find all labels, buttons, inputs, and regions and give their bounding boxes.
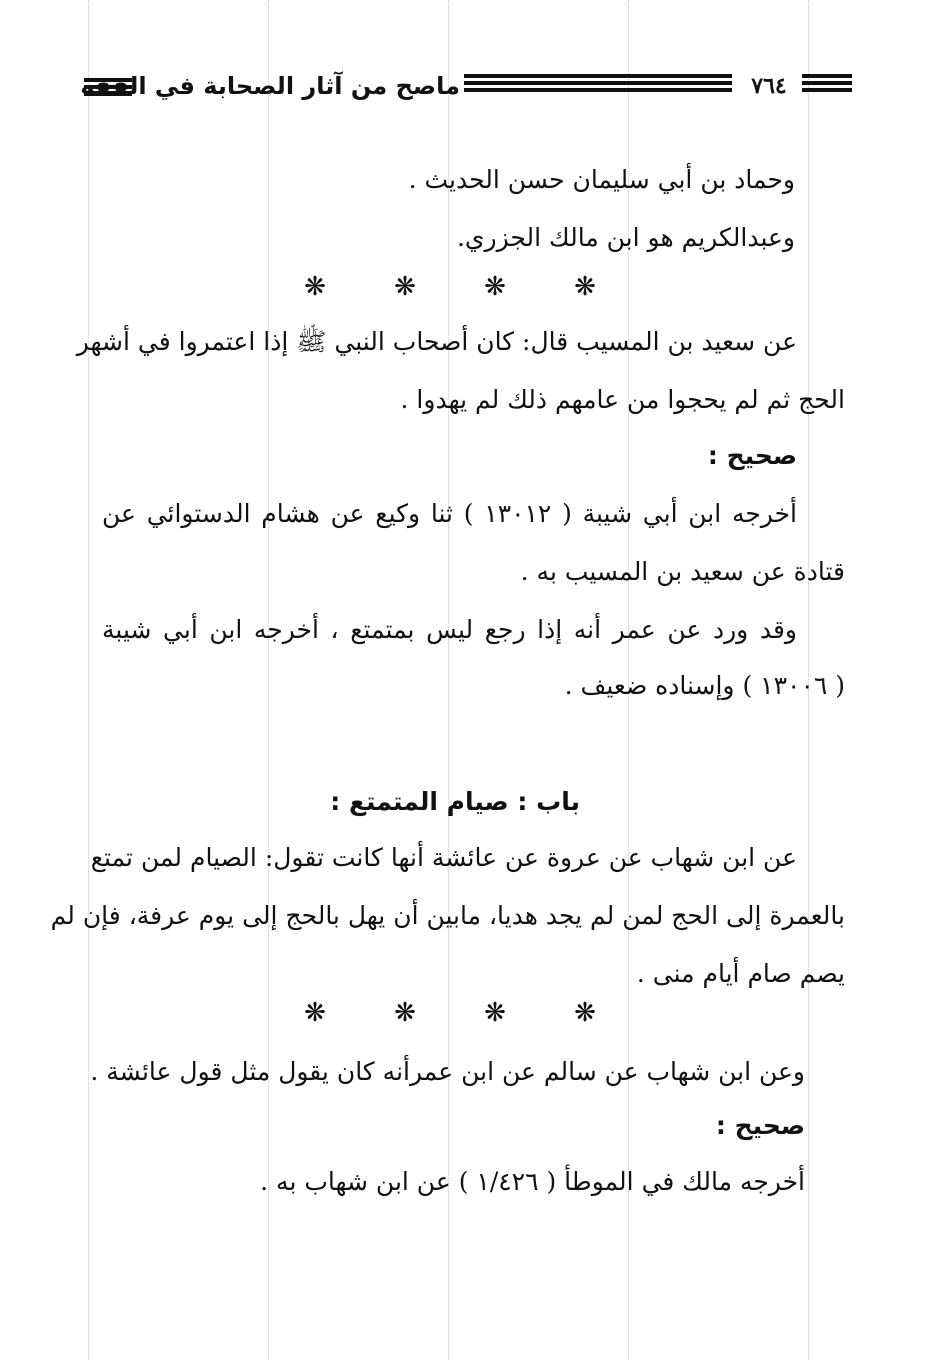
star-ornament-icon: ❋	[484, 272, 506, 302]
text-line: عن سعيد بن المسيب قال: كان أصحاب النبي ﷺ إذا اعتمروا في أشهر	[76, 327, 797, 356]
section-heading: صحيح :	[715, 1111, 805, 1140]
text-line: يصم صام أيام منى .	[636, 959, 845, 988]
text-line: أخرجه ابن أبي شيبة ( ١٣٠١٢ ) ثنا وكيع عن هشام الدستوائي عن	[102, 499, 797, 528]
star-ornament-icon: ❋	[484, 998, 506, 1028]
star-ornament-icon: ❋	[574, 998, 596, 1028]
text-line: وعبدالكريم هو ابن مالك الجزري.	[456, 223, 795, 252]
chapter-heading: باب : صيام المتمتع :	[330, 787, 580, 816]
page-number: ٧٦٤	[751, 73, 787, 99]
separator-ornament	[300, 998, 600, 1028]
text-line: ( ١٣٠٠٦ ) وإسناده ضعيف .	[564, 671, 845, 700]
text-line: الحج ثم لم يحجوا من عامهم ذلك لم يهدوا .	[400, 385, 845, 414]
page-header	[80, 64, 854, 108]
scan-guide-line	[88, 0, 89, 1360]
running-title: ماصح من آثار الصحابة في الفقه	[80, 72, 460, 100]
text-line: وحماد بن أبي سليمان حسن الحديث .	[408, 165, 795, 194]
section-heading: صحيح :	[707, 441, 797, 470]
star-ornament-icon: ❋	[304, 272, 326, 302]
text-line: أخرجه مالك في الموطأ ( ١/٤٢٦ ) عن ابن شهاب به .	[260, 1167, 805, 1196]
text-line: عن ابن شهاب عن عروة عن عائشة أنها كانت تقول: الصيام لمن تمتع	[90, 843, 797, 872]
star-ornament-icon: ❋	[304, 998, 326, 1028]
scan-guide-line	[448, 0, 449, 1360]
text-line: بالعمرة إلى الحج لمن لم يجد هديا، مابين أن يهل بالحج إلى يوم عرفة، فإن لم	[50, 901, 845, 930]
header-rule-right	[802, 74, 852, 90]
text-line: وعن ابن شهاب عن سالم عن ابن عمرأنه كان يقول مثل قول عائشة .	[90, 1057, 805, 1086]
separator-ornament	[300, 272, 600, 302]
header-rule-middle	[464, 74, 732, 90]
text-line: قتادة عن سعيد بن المسيب به .	[520, 557, 845, 586]
star-ornament-icon: ❋	[394, 272, 416, 302]
star-ornament-icon: ❋	[574, 272, 596, 302]
scan-guide-line	[268, 0, 269, 1360]
text-line: وقد ورد عن عمر أنه إذا رجع ليس بمتمتع ، أخرجه ابن أبي شيبة	[102, 615, 797, 644]
star-ornament-icon: ❋	[394, 998, 416, 1028]
